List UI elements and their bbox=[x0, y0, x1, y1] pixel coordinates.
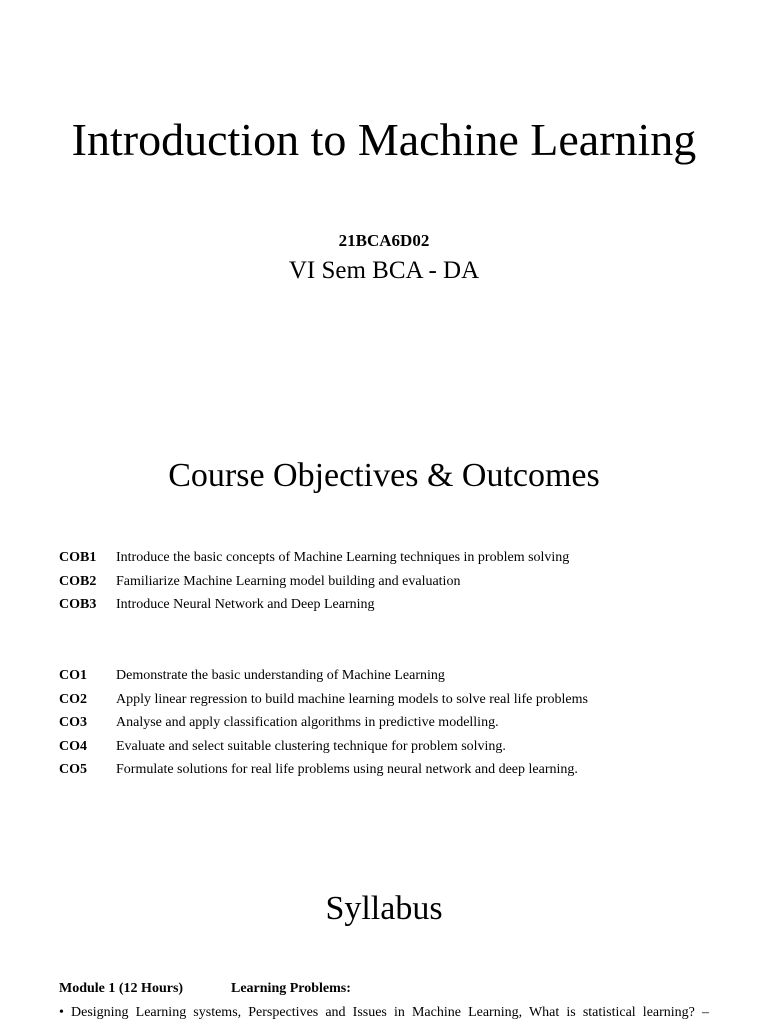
outcome-code: CO1 bbox=[59, 668, 87, 683]
course-code: 21BCA6D02 bbox=[338, 231, 430, 250]
module-bullet: • Designing Learning systems, Perspectives and Issues in Machine Learning, What is statistical learning? – bbox=[59, 1005, 709, 1020]
document-title: Introduction to Machine Learning bbox=[71, 114, 697, 165]
outcome-code: CO5 bbox=[59, 762, 87, 777]
objective-row bbox=[59, 548, 569, 568]
outcome-code: CO4 bbox=[59, 739, 87, 754]
objective-row bbox=[59, 572, 460, 592]
objective-code: COB3 bbox=[59, 597, 97, 612]
objective-text: Introduce the basic concepts of Machine Learning techniques in problem solving bbox=[116, 550, 570, 565]
objective-code: COB1 bbox=[59, 550, 97, 565]
syllabus-heading: Syllabus bbox=[325, 890, 443, 927]
semester-label: VI Sem BCA - DA bbox=[288, 257, 480, 284]
objective-row bbox=[59, 595, 375, 615]
outcome-row bbox=[59, 760, 578, 780]
outcome-code: CO3 bbox=[59, 715, 87, 730]
outcome-row bbox=[59, 690, 588, 710]
module-topic: Learning Problems: bbox=[231, 981, 351, 996]
outcome-row bbox=[59, 737, 506, 757]
outcome-text: Demonstrate the basic understanding of Machine Learning bbox=[116, 668, 445, 683]
outcome-row bbox=[59, 666, 445, 686]
outcome-text: Apply linear regression to build machine learning models to solve real life problems bbox=[116, 692, 588, 707]
outcome-text: Evaluate and select suitable clustering technique for problem solving. bbox=[116, 739, 506, 754]
objective-text: Familiarize Machine Learning model building and evaluation bbox=[116, 574, 461, 589]
objective-code: COB2 bbox=[59, 574, 97, 589]
outcome-code: CO2 bbox=[59, 692, 87, 707]
module-header bbox=[59, 981, 351, 997]
objectives-heading: Course Objectives & Outcomes bbox=[168, 457, 600, 494]
outcome-text: Formulate solutions for real life problems using neural network and deep learning. bbox=[116, 762, 578, 777]
module-hours: Module 1 (12 Hours) bbox=[59, 981, 184, 996]
objective-text: Introduce Neural Network and Deep Learning bbox=[116, 597, 375, 612]
outcome-row bbox=[59, 713, 499, 733]
outcome-text: Analyse and apply classification algorithms in predictive modelling. bbox=[116, 715, 499, 730]
